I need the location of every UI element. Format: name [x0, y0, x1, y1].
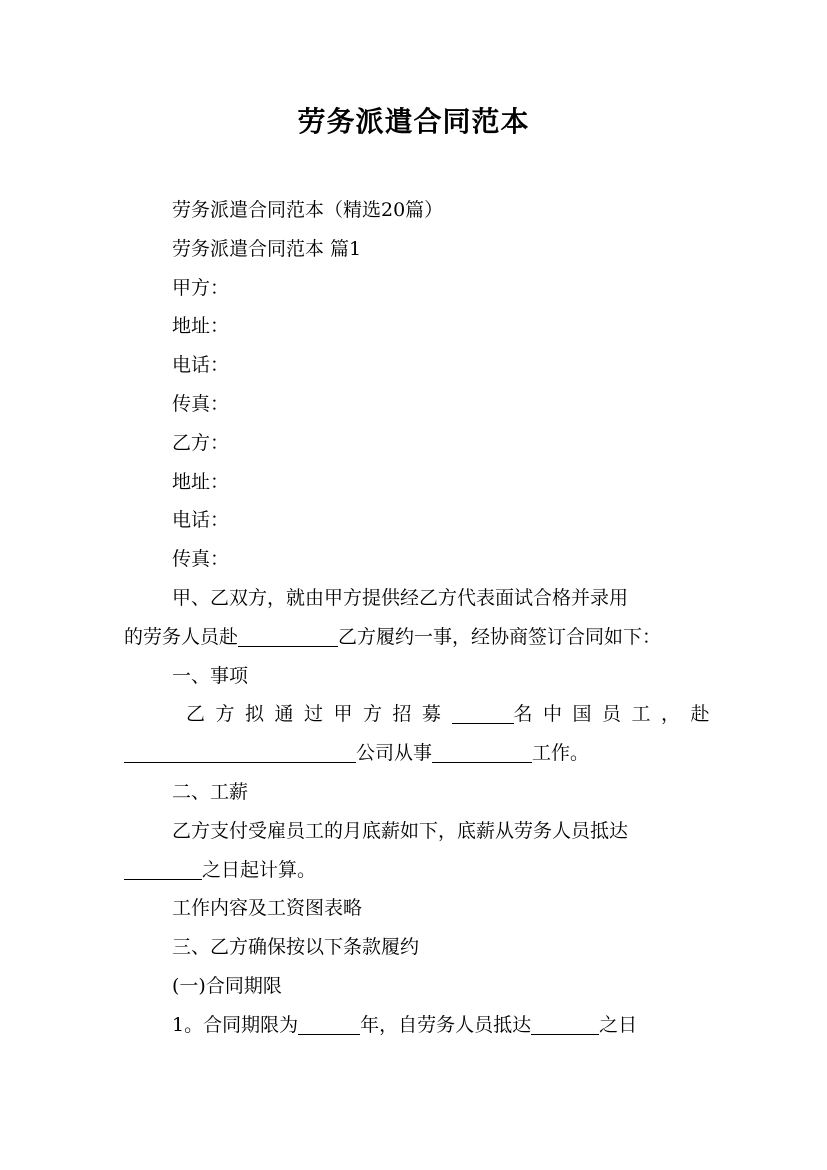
contract-term-text: 1。合同期限为 [172, 1013, 299, 1036]
subtitle-line: 劳务派遣合同范本（精选20篇） [172, 199, 444, 221]
item-2-line-1: 乙方支付受雇员工的月底薪如下，底薪从劳务人员抵达 [172, 819, 629, 842]
fax-b-label: 传真： [172, 548, 230, 571]
intro-line-2-start: 的劳务人员赴 [124, 625, 239, 648]
destination-blank [238, 624, 338, 647]
phone-b-label: 电话： [172, 509, 230, 532]
item-1-text-middle: 名中国员工，赴 [513, 703, 721, 726]
item-2-line-2 [124, 851, 714, 890]
contract-arrival-text: 年，自劳务人员抵达 [360, 1013, 532, 1036]
company-name-blank [124, 740, 356, 763]
item-3-heading: 三、乙方确保按以下条款履约 [172, 936, 420, 959]
work-type-blank [432, 740, 532, 763]
document-body [124, 191, 721, 1045]
address-a-label: 地址： [172, 315, 230, 338]
arrival-date-blank [124, 857, 202, 880]
contract-arrival-blank [531, 1012, 599, 1035]
employee-count-blank [452, 701, 514, 724]
item-2-line-2-text: 之日起计算。 [202, 858, 317, 881]
intro-line-2 [124, 618, 714, 657]
item-1-text-company: 公司从事 [356, 742, 433, 765]
party-b-label: 乙方： [172, 431, 230, 454]
item-1-line-1 [124, 695, 721, 734]
party-a-label: 甲方： [172, 276, 230, 299]
intro-line-2-end: 乙方履约一事，经协商签订合同如下： [338, 625, 662, 648]
fax-a-label: 传真： [172, 392, 230, 415]
address-b-label: 地址： [172, 470, 230, 493]
item-2-heading: 二、工薪 [172, 780, 249, 803]
item-3-subheading: (一)合同期限 [172, 974, 282, 997]
item-1-heading: 一、事项 [172, 664, 249, 687]
item-2-note: 工作内容及工资图表略 [172, 897, 363, 920]
contract-day-text: 之日 [599, 1013, 638, 1036]
item-3-point-1 [124, 1006, 714, 1045]
phone-a-label: 电话： [172, 354, 230, 377]
item-1-line-2 [124, 734, 714, 773]
section-heading: 劳务派遣合同范本 篇1 [172, 237, 362, 260]
document-title: 劳务派遣合同范本 [297, 105, 530, 138]
intro-line-1: 甲、乙双方，就由甲方提供经乙方代表面试合格并录用 [172, 586, 629, 609]
item-1-text-start: 乙方拟通过甲方招募 [186, 703, 452, 726]
item-1-text-end: 工作。 [532, 742, 590, 765]
contract-years-blank [298, 1012, 360, 1035]
